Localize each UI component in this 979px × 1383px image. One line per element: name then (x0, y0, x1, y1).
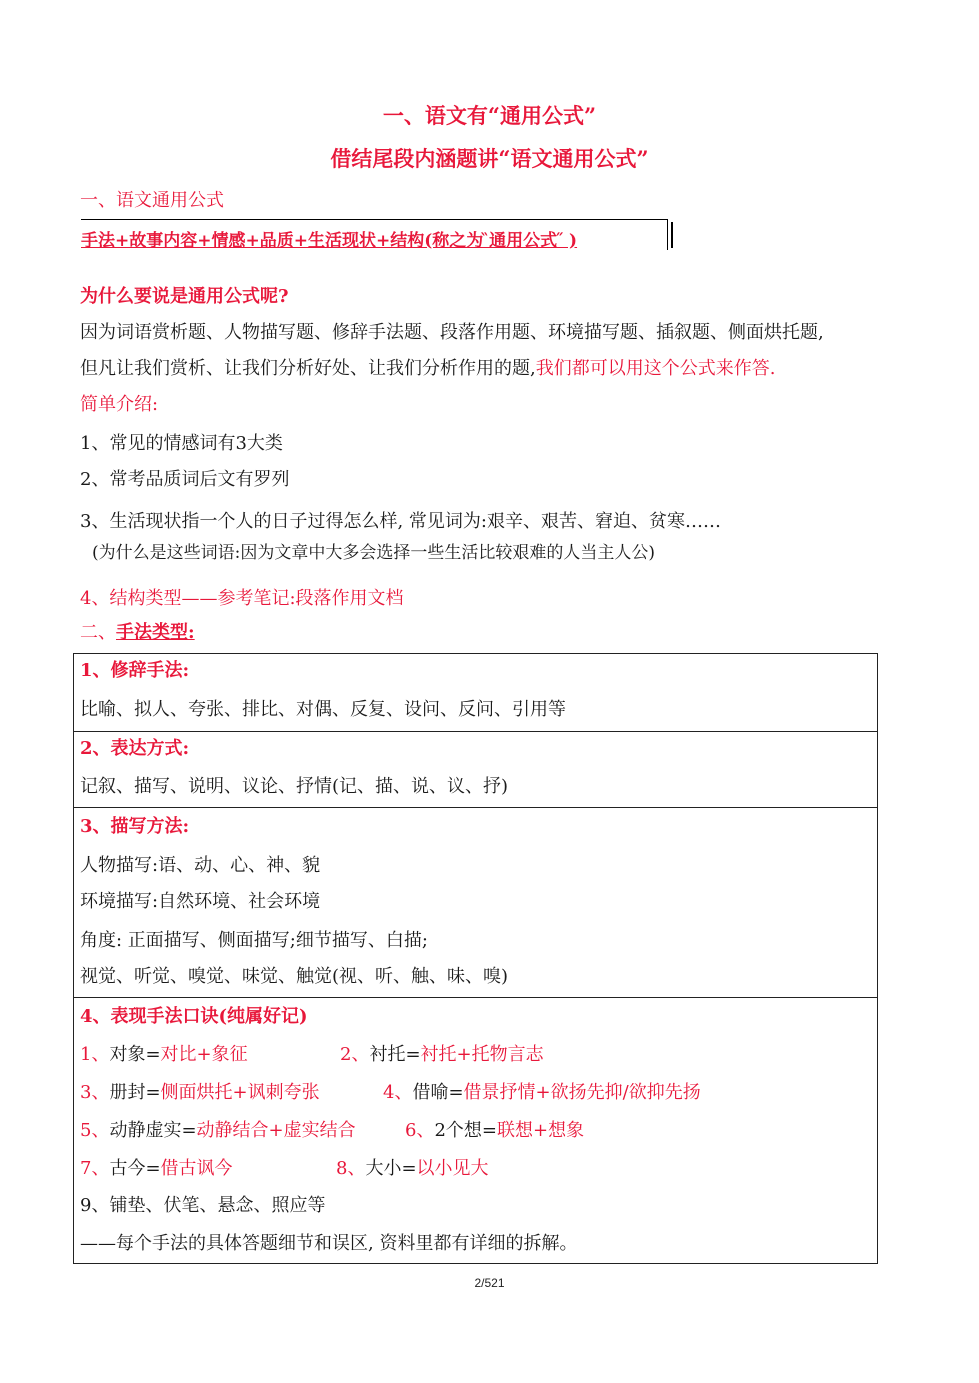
section2-heading-prefix: 二、 (80, 622, 116, 643)
why-line-2 (80, 354, 775, 380)
technique-2-value: 衬托+托物言志 (420, 1044, 544, 1065)
formula-box (81, 219, 668, 250)
technique-9: 9、铺垫、伏笔、悬念、照应等 (80, 1195, 326, 1216)
technique-3-label: 册封= (109, 1082, 161, 1103)
technique-7 (80, 1154, 233, 1180)
table-row-divider (73, 807, 878, 808)
formula-box-edge (671, 222, 673, 248)
techniques-heading: 4、表现手法口诀(纯属好记) (80, 1006, 308, 1027)
technique-5-value: 动静结合+虚实结合 (196, 1120, 356, 1141)
expression-text: 记叙、描写、说明、议论、抒情(记、描、说、议、抒) (80, 776, 509, 797)
technique-5-label: 动静虚实= (109, 1120, 197, 1141)
technique-8-num: 8、 (336, 1158, 366, 1179)
description-line-2: 环境描写:自然环境、社会环境 (80, 891, 321, 912)
main-title: 一、语文有“通用公式” (382, 103, 597, 128)
why-line-2-black: 但凡让我们赏析、让我们分析好处、让我们分析作用的题, (80, 358, 536, 379)
technique-6 (405, 1116, 584, 1142)
intro-item-3: 3、生活现状指一个人的日子过得怎么样, 常见词为:艰辛、艰苦、窘迫、贫寒…… (80, 511, 721, 532)
technique-8-value: 以小见大 (416, 1158, 489, 1179)
expression-heading: 2、表达方式: (80, 738, 190, 759)
why-line-2-red: 我们都可以用这个公式来作答. (535, 358, 776, 379)
technique-4-label: 借喻= (412, 1082, 464, 1103)
table-row-divider (73, 731, 878, 732)
section1-heading (80, 186, 224, 212)
technique-1-label: 对象= (109, 1044, 161, 1065)
technique-5 (80, 1116, 356, 1142)
technique-8 (336, 1154, 489, 1180)
technique-3-value: 侧面烘托+讽刺夸张 (160, 1082, 320, 1103)
rhetoric-text: 比喻、拟人、夸张、排比、对偶、反复、设问、反问、引用等 (80, 699, 566, 720)
description-line-3: 角度: 正面描写、侧面描写;细节描写、白描; (80, 930, 428, 951)
technique-1-num: 1、 (80, 1044, 110, 1065)
section2-heading-text: 手法类型: (116, 622, 195, 643)
section2-heading (80, 618, 195, 644)
intro-heading: 简单介绍: (80, 394, 159, 415)
technique-2-label: 衬托= (369, 1044, 421, 1065)
technique-6-value: 联想+想象 (497, 1120, 585, 1141)
general-formula: 手法+故事内容+情感+品质+生活现状+结构(称之为 ̏通用公式 ̋ ) (81, 231, 578, 251)
technique-3-num: 3、 (80, 1082, 110, 1103)
section1-heading-text: 一、语文通用公式 (80, 190, 224, 211)
description-line-1: 人物描写:语、动、心、神、貌 (80, 855, 321, 876)
technique-5-num: 5、 (80, 1120, 110, 1141)
sub-title: 借结尾段内涵题讲“语文通用公式” (330, 146, 649, 171)
technique-1-value: 对比+象征 (160, 1044, 248, 1065)
why-heading: 为什么要说是通用公式呢? (80, 286, 289, 307)
table-row-divider (73, 997, 878, 998)
technique-2-num: 2、 (340, 1044, 370, 1065)
technique-8-label: 大小= (365, 1158, 417, 1179)
technique-2 (340, 1040, 544, 1066)
rhetoric-heading: 1、修辞手法: (80, 660, 190, 681)
technique-1 (80, 1040, 248, 1066)
technique-7-label: 古今= (109, 1158, 161, 1179)
page-number: 2/521 (474, 1276, 505, 1290)
technique-4-value: 借景抒情+欲扬先抑/欲抑先扬 (463, 1082, 701, 1103)
description-line-4: 视觉、听觉、嗅觉、味觉、触觉(视、听、触、味、嗅) (80, 966, 509, 987)
technique-3 (80, 1078, 320, 1104)
intro-item-3-note: (为什么是这些词语:因为文章中大多会选择一些生活比较艰难的人当主人公) (92, 543, 655, 563)
technique-7-num: 7、 (80, 1158, 110, 1179)
why-line-1: 因为词语赏析题、人物描写题、修辞手法题、段落作用题、环境描写题、插叙题、侧面烘托题, (80, 322, 824, 343)
intro-item-1: 1、常见的情感词有3大类 (80, 433, 283, 454)
intro-item-2: 2、常考品质词后文有罗列 (80, 469, 290, 490)
technique-4 (383, 1078, 701, 1104)
intro-item-4 (80, 584, 404, 610)
technique-6-label: 2个想= (434, 1120, 497, 1141)
technique-7-value: 借古讽今 (160, 1158, 233, 1179)
intro-item-4-red: ——参考笔记:段落作用文档 (181, 588, 404, 609)
intro-item-4-black: 4、结构类型 (80, 588, 182, 609)
techniques-note: ——每个手法的具体答题细节和误区, 资料里都有详细的拆解。 (80, 1233, 578, 1254)
technique-6-num: 6、 (405, 1120, 435, 1141)
description-heading: 3、描写方法: (80, 816, 190, 837)
technique-4-num: 4、 (383, 1082, 413, 1103)
